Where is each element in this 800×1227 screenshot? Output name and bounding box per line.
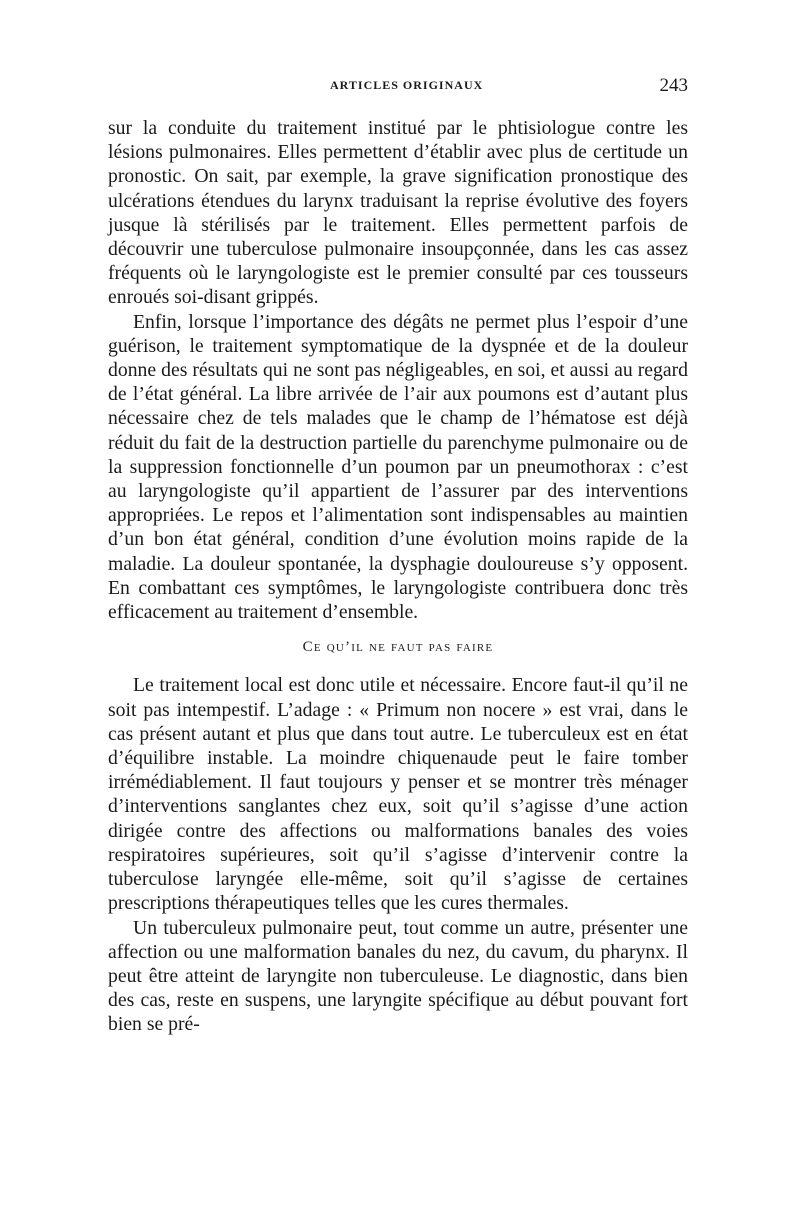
page-number: 243 bbox=[659, 75, 688, 96]
paragraph-3: Le traitement local est donc utile et nécessaire. Encore faut-il qu’il ne soit pas intempestif. L’adage : « Primum non nocere » est vrai, dans le cas présent autant et plus que dans tout autre. Le tuberculeux est en état d’équilibre instable. La moindre chiquenaude peut le faire tomber irrémédiablement. Il faut toujours y penser et se montrer très ménager d’interventions sanglantes chez eux, soit qu’il s’agisse d’une action dirigée contre des affections ou malformations banales des voies respiratoires supérieures, soit qu’il s’agisse d’intervenir contre la tuberculose laryngée elle-même, soit qu’il s’agisse de certaines prescriptions thérapeutiques telles que les cures thermales. bbox=[108, 674, 688, 915]
running-title: ARTICLES ORIGINAUX bbox=[330, 78, 484, 92]
running-header bbox=[108, 75, 688, 98]
paragraph-1: sur la conduite du traitement institué par le phtisiologue contre les lésions pulmonaires. Elles permettent d’établir avec plus de certitude un pronostic. On sait, par exemple, la grave signification pronostique des ulcérations étendues du larynx traduisant la reprise évolutive des foyers jusque là stérilisés par le traitement. Elles permettent parfois de découvrir une tuberculose pulmonaire insoupçonnée, dans les cas assez fréquents où le laryngologiste est le premier consulté par ces tousseurs enroués soi-disant grippés. bbox=[108, 117, 688, 309]
article-body bbox=[108, 116, 688, 1037]
section-heading: Ce qu’il ne faut pas faire bbox=[302, 639, 494, 656]
paragraph-4: Un tuberculeux pulmonaire peut, tout comme un autre, présenter une affection ou une malformation banales du nez, du cavum, du pharynx. Il peut être atteint de laryngite non tuberculeuse. Le diagnostic, dans bien des cas, reste en suspens, une laryngite spécifique au début pouvant fort bien se pré- bbox=[108, 916, 688, 1036]
paragraph-2: Enfin, lorsque l’importance des dégâts ne permet plus l’espoir d’une guérison, le traitement symptomatique de la dyspnée et de la douleur donne des résultats qui ne sont pas négligeables, en soi, et aussi au regard de l’état général. La libre arrivée de l’air aux poumons est d’autant plus nécessaire chez de tels malades que le champ de l’hématose est déjà réduit du fait de la destruction partielle du parenchyme pulmonaire ou de la suppression fonctionnelle d’un poumon par un pneumothorax : c’est au laryngologiste qu’il appartient de l’assurer par des interventions appropriées. Le repos et l’alimentation sont indispensables au maintien d’un bon état général, condition d’une évolution moins rapide de la maladie. La douleur spontanée, la dysphagie douloureuse s’y opposent. En combattant ces symptômes, le laryngologiste contribuera donc très efficacement au traitement d’ensemble. bbox=[108, 310, 688, 624]
